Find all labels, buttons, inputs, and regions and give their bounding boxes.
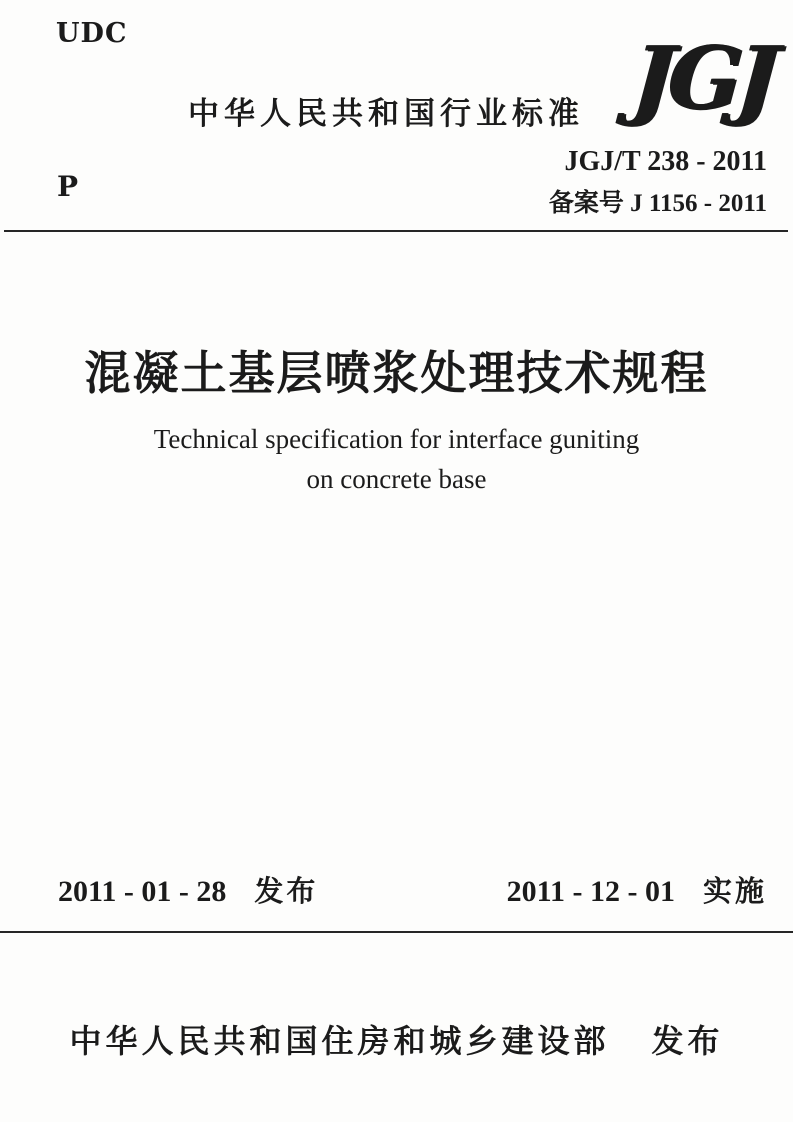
issue-label: 发布: [254, 876, 319, 908]
record-number: 备案号 J 1156 - 2011: [548, 190, 767, 217]
bottom-divider: [0, 931, 793, 933]
dates-row: [58, 869, 767, 910]
standard-number: JGJ/T 238 - 2011: [564, 146, 767, 177]
jgj-logo: JGJ: [629, 28, 777, 129]
implement-date-group: [507, 869, 767, 910]
top-divider: [4, 230, 788, 232]
header-title: 中华人民共和国行业标准: [188, 96, 584, 131]
implement-label: 实施: [702, 876, 767, 908]
publisher-release-label: 发布: [651, 1023, 724, 1059]
classification-code: P: [57, 170, 79, 203]
publisher-name: 中华人民共和国住房和城乡建设部: [69, 1023, 610, 1059]
title-chinese: 混凝土基层喷浆处理技术规程: [84, 348, 709, 399]
udc-label: UDC: [56, 18, 128, 49]
issue-date: 2011 - 01 - 28: [58, 875, 227, 908]
title-english-line1: Technical specification for interface guniting: [153, 424, 640, 454]
issue-date-group: [58, 869, 318, 910]
title-english-line2: on concrete base: [306, 464, 487, 494]
publisher-row: [0, 1016, 793, 1062]
implement-date: 2011 - 12 - 01: [506, 875, 675, 908]
title-english: [0, 419, 793, 499]
